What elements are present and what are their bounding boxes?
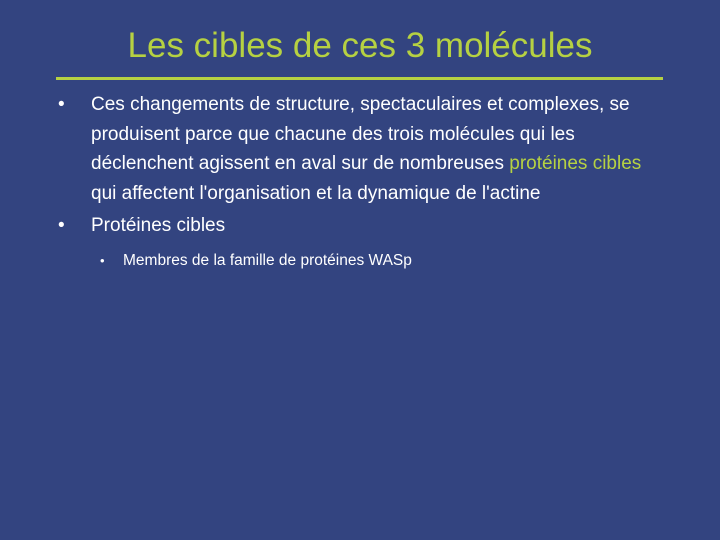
slide-title: Les cibles de ces 3 molécules — [127, 26, 593, 65]
title-underline — [56, 77, 663, 80]
bullet-text-part-1: Ces changements de structure, spectaculaires et complexes, se produisent parce que chacune des trois molécules qui les déclenchent agissent en aval sur de nombreuses — [91, 94, 630, 174]
highlight-target-proteins: protéines cibles — [509, 153, 642, 174]
sub-bullet-wasp-family — [100, 249, 668, 273]
bullet-target-proteins — [58, 211, 668, 241]
bullet-changes — [58, 90, 668, 208]
slide-body — [58, 90, 668, 273]
sub-bullet-text: Membres de la famille de protéines WASp — [123, 251, 412, 269]
bullet-text-part-2: qui affectent l'organisation et la dynamique de l'actine — [91, 182, 541, 204]
bullet-text: Protéines cibles — [91, 215, 226, 236]
bullet-dot: • — [58, 215, 65, 236]
sub-bullet-dot: • — [100, 252, 105, 268]
bullet-dot: • — [58, 94, 65, 115]
